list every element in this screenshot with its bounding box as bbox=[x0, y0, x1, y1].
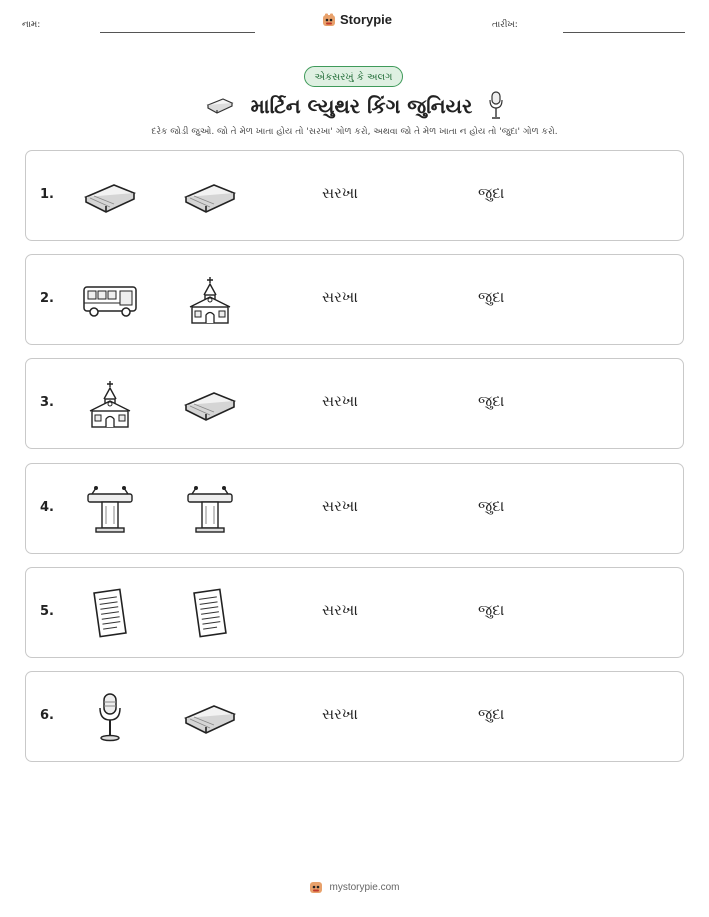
same-option[interactable]: સરખા bbox=[322, 600, 358, 619]
same-option[interactable]: સરખા bbox=[322, 288, 358, 307]
different-option[interactable]: જુદા bbox=[478, 288, 505, 307]
worksheet-type-badge: એકસરખું કે અલગ bbox=[304, 66, 403, 87]
title-row bbox=[0, 88, 709, 124]
podium-icon bbox=[180, 484, 240, 534]
question-number: 3. bbox=[40, 395, 54, 411]
worksheet-header bbox=[0, 0, 709, 50]
brand-logo bbox=[322, 12, 392, 27]
question-number: 5. bbox=[40, 603, 54, 619]
bus-icon bbox=[80, 275, 140, 325]
question-number: 1. bbox=[40, 187, 54, 202]
footer-url[interactable]: mystorypie.com bbox=[329, 881, 400, 893]
same-option[interactable]: સરખા bbox=[322, 184, 358, 202]
book-icon bbox=[205, 96, 235, 116]
question-card bbox=[25, 671, 684, 762]
date-field[interactable] bbox=[563, 32, 685, 33]
brand-name: Storypie bbox=[340, 12, 393, 27]
paper-icon bbox=[180, 588, 240, 638]
question-number: 2. bbox=[40, 291, 54, 307]
church-icon bbox=[80, 379, 140, 429]
church-icon bbox=[180, 275, 240, 325]
book-icon bbox=[180, 692, 240, 742]
name-field[interactable] bbox=[100, 32, 255, 33]
question-card bbox=[25, 358, 684, 449]
storypie-mascot-icon bbox=[322, 13, 336, 27]
storypie-mascot-icon bbox=[309, 880, 323, 894]
different-option[interactable]: જુદા bbox=[478, 496, 505, 515]
microphone-icon bbox=[488, 91, 504, 121]
different-option[interactable]: જુદા bbox=[478, 705, 505, 723]
date-label: તારીખ: bbox=[492, 20, 518, 30]
paper-icon bbox=[80, 588, 140, 638]
different-option[interactable]: જુદા bbox=[478, 600, 505, 619]
same-option[interactable]: સરખા bbox=[322, 496, 358, 515]
question-card bbox=[25, 567, 684, 658]
question-number: 6. bbox=[40, 708, 54, 723]
book-icon bbox=[80, 171, 140, 221]
microphone-icon bbox=[80, 692, 140, 742]
same-option[interactable]: સરખા bbox=[322, 392, 358, 411]
instructions-text: દરેક જોડી જુઓ. જો તે મેળ ખાતા હોય તો 'સરખા' ગોળ કરો, અથવા જો તે મેળ ખાતા ન હોય તો 'જુદા' ગોળ કરો. bbox=[151, 127, 558, 137]
footer bbox=[0, 880, 709, 894]
page-title: માર્ટિન લ્યુથર કિંગ જુનિયર bbox=[250, 94, 473, 118]
podium-icon bbox=[80, 484, 140, 534]
question-card bbox=[25, 463, 684, 554]
different-option[interactable]: જુદા bbox=[478, 184, 505, 202]
different-option[interactable]: જુદા bbox=[478, 392, 505, 411]
question-number: 4. bbox=[40, 499, 54, 515]
same-option[interactable]: સરખા bbox=[322, 705, 358, 723]
book-icon bbox=[180, 379, 240, 429]
question-card bbox=[25, 150, 684, 241]
name-label: નામ: bbox=[22, 20, 41, 30]
question-card bbox=[25, 254, 684, 345]
book-icon bbox=[180, 171, 240, 221]
